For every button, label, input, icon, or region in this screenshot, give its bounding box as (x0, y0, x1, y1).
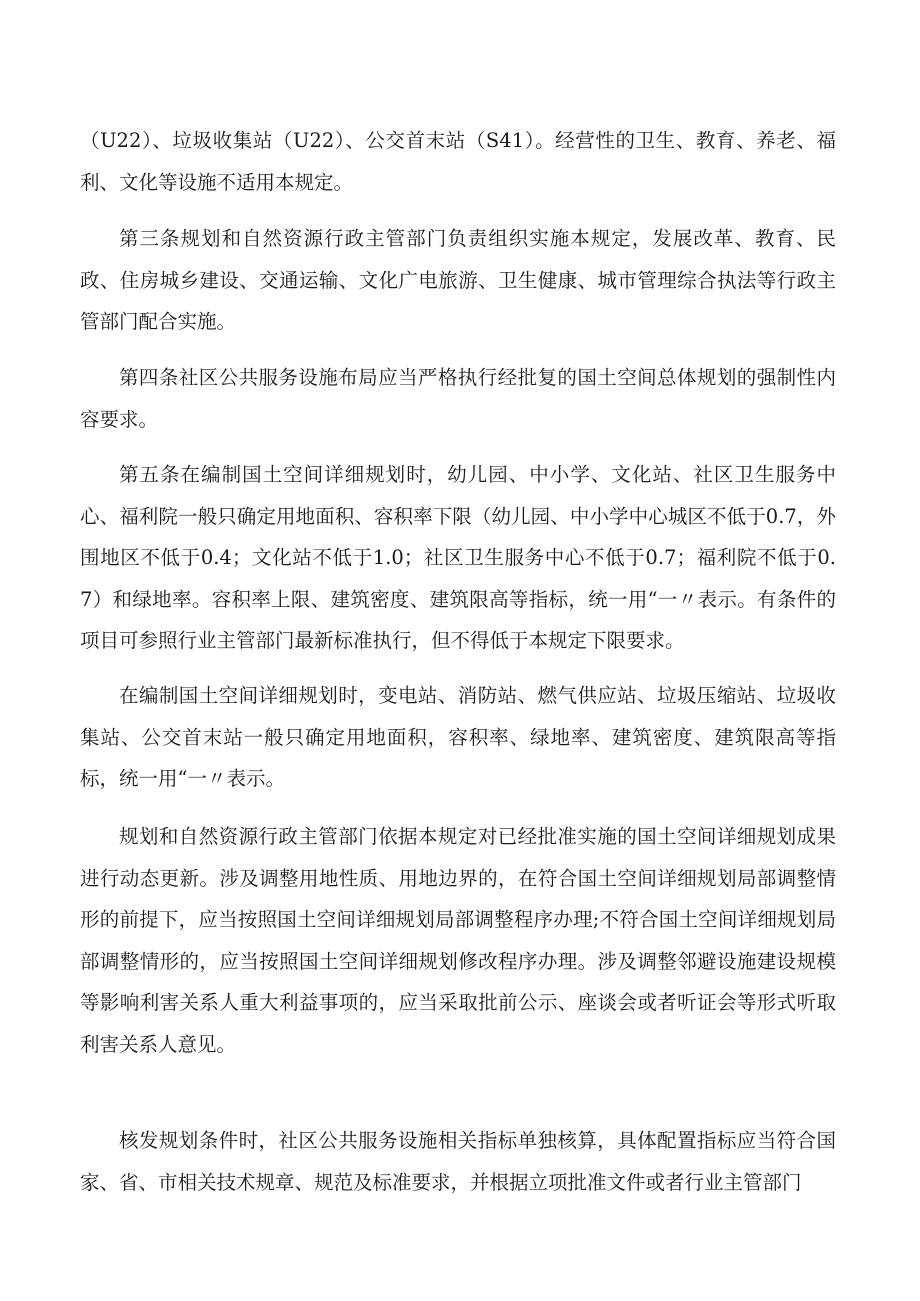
paragraph-article-3: 第三条规划和自然资源行政主管部门负责组织实施本规定，发展改革、教育、民政、住房城乡建设、交通运输、文化广电旅游、卫生健康、城市管理综合执法等行政主管部门配合实施。 (80, 227, 836, 333)
paragraph-article-5-part-3: 规划和自然资源行政主管部门依据本规定对已经批准实施的国土空间详细规划成果进行动态更新。涉及调整用地性质、用地边界的，在符合国土空间详细规划局部调整情形的前提下，应当按照国土空间详细规划局部调整程序办理;不符合国土空间详细规划局部调整情形的，应当按照国土空间详细规划修改程序办理。涉及调整邻避设施建设规模等影响利害关系人重大利益事项的，应当采取批前公示、座谈会或者听证会等形式听取利害关系人意见。 (80, 825, 836, 1056)
paragraph-article-5-part-2: 在编制国土空间详细规划时，变电站、消防站、燃气供应站、垃圾压缩站、垃圾收集站、公交首末站一般只确定用地面积，容积率、绿地率、建筑密度、建筑限高等指标，统一用“一〃表示。 (80, 684, 836, 790)
paragraph-continuation: （U22）、垃圾收集站（U22）、公交首末站（S41）。经营性的卫生、教育、养老、福利、文化等设施不适用本规定。 (80, 129, 836, 194)
paragraph-article-5-part-4: 核发规划条件时，社区公共服务设施相关指标单独核算，具体配置指标应当符合国家、省、市相关技术规章、规范及标准要求，并根据立项批准文件或者行业主管部门 (80, 1129, 836, 1194)
paragraph-article-5: 第五条在编制国土空间详细规划时，幼儿园、中小学、文化站、社区卫生服务中心、福利院一般只确定用地面积、容积率下限（幼儿园、中小学中心城区不低于0.7，外围地区不低于0.4；文化站不低于1.0；社区卫生服务中心不低于0.7；福利院不低于0.7）和绿地率。容积率上限、建筑密度、建筑限高等指标，统一用“一〃表示。有条件的项目可参照行业主管部门最新标准执行，但不得低于本规定下限要求。 (80, 463, 836, 652)
paragraph-article-4: 第四条社区公共服务设施布局应当严格执行经批复的国土空间总体规划的强制性内容要求。 (80, 366, 836, 431)
